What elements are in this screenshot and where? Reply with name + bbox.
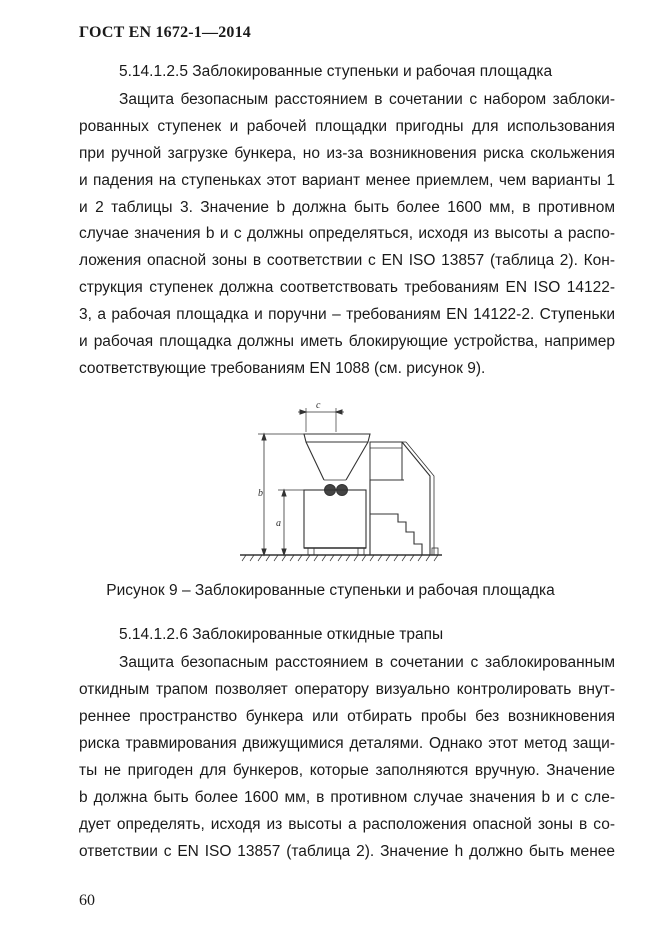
figure-9-hopper-diagram bbox=[236, 398, 458, 566]
document-header: ГОСТ EN 1672-1—2014 bbox=[79, 24, 252, 41]
section-heading: 5.14.1.2.5 Заблокированные ступеньки и рабочая площадка bbox=[119, 63, 553, 80]
figure-caption: Рисунок 9 – Заблокированные ступеньки и рабочая площадка bbox=[106, 582, 555, 599]
section-heading: 5.14.1.2.6 Заблокированные откидные трапы bbox=[119, 626, 444, 643]
paragraph-line: b должна быть более 1600 мм, в противном случае значения b и c сле- bbox=[79, 789, 615, 806]
page-number: 60 bbox=[79, 892, 95, 909]
dimension-label-b: b bbox=[258, 488, 263, 499]
paragraph-line: и падения на ступеньках этот вариант менее приемлем, чем варианты 1 bbox=[79, 172, 615, 189]
paragraph-line: Защита безопасным расстоянием в сочетании с заблокированным bbox=[119, 654, 615, 671]
paragraph-line: риска травмирования движущимися деталями. Однако этот метод защи- bbox=[79, 735, 615, 752]
paragraph-line: дует определять, исходя из высоты а расположения опасной зоны в со- bbox=[79, 816, 615, 833]
paragraph-line: и рабочая площадка должны иметь блокирующие устройства, например bbox=[79, 333, 615, 350]
paragraph-line: случае значения b и c должны определяться, исходя из высоты а распо- bbox=[79, 225, 615, 242]
paragraph-line: 3, а рабочая площадка и поручни – требованиям EN 14122-2. Ступеньки bbox=[79, 306, 615, 323]
paragraph-line: ответствии с EN ISO 13857 (таблица 2). Значение h должно быть менее bbox=[79, 843, 615, 860]
paragraph-line: ложения опасной зоны в соответствии с EN ISO 13857 (таблица 2). Кон- bbox=[79, 252, 615, 269]
paragraph-line: откидным трапом позволяет оператору визуально контролировать внут- bbox=[79, 681, 615, 698]
paragraph-line: рованных ступенек и рабочей площадки пригодны для использования bbox=[79, 118, 615, 135]
paragraph-line: соответствующие требованиям EN 1088 (см. рисунок 9). bbox=[79, 360, 486, 377]
paragraph-line: Защита безопасным расстоянием в сочетании с набором заблоки- bbox=[119, 91, 615, 108]
paragraph-line: и 2 таблицы 3. Значение b должна быть более 1600 мм, в противном bbox=[79, 199, 615, 216]
paragraph-line: реннее пространство бункера или отбирать пробы без возникновения bbox=[79, 708, 615, 725]
dimension-label-a: a bbox=[276, 518, 281, 529]
paragraph-line: струкция ступенек должна соответствовать требованиям EN ISO 14122- bbox=[79, 279, 615, 296]
paragraph-line: при ручной загрузке бункера, но из-за возникновения риска скольжения bbox=[79, 145, 615, 162]
dimension-label-c: c bbox=[316, 400, 321, 411]
paragraph-line: ты не пригоден для бункеров, которые заполняются вручную. Значение bbox=[79, 762, 615, 779]
